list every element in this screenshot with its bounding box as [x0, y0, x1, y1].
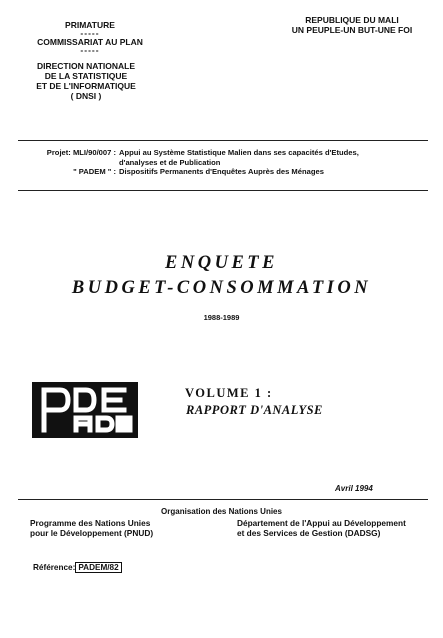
- separator: -----: [80, 28, 100, 38]
- header-left: [20, 20, 160, 54]
- separator: -----: [80, 45, 100, 55]
- project-code: Projet: MLI/90/007 :: [46, 148, 116, 157]
- dadsg-line: Département de l'Appui au Développement: [237, 518, 406, 528]
- dadsg-block: [237, 518, 406, 538]
- padem-logo-icon: [32, 382, 138, 438]
- direction-line: ET DE L'INFORMATIQUE: [36, 81, 136, 91]
- primature-label: PRIMATURE: [65, 20, 115, 30]
- direction-line: DIRECTION NATIONALE: [36, 61, 136, 71]
- direction-line: ( DNSI ): [70, 91, 102, 101]
- organisation-name: Organisation des Nations Unies: [161, 507, 282, 516]
- direction-line: DE LA STATISTIQUE: [44, 71, 128, 81]
- header-right: [268, 15, 436, 35]
- padem-label: " PADEM " :: [73, 167, 116, 176]
- project-block: [22, 148, 432, 177]
- country-name: REPUBLIQUE DU MALI: [305, 15, 399, 25]
- project-description: d'analyses et de Publication: [119, 157, 221, 167]
- divider: [18, 140, 428, 141]
- report-subtitle: RAPPORT D'ANALYSE: [186, 403, 323, 417]
- divider: [18, 499, 428, 500]
- padem-logo: [32, 382, 138, 438]
- commissariat-label: COMMISSARIAT AU PLAN: [37, 37, 143, 47]
- pnud-line: Programme des Nations Unies: [30, 518, 151, 528]
- project-description: Appui au Système Statistique Malien dans ses capacités d'Etudes,: [119, 148, 359, 157]
- volume-label: VOLUME 1 :: [185, 386, 273, 400]
- pnud-block: [30, 518, 153, 538]
- survey-years: 1988-1989: [203, 313, 240, 322]
- direction-block: [22, 61, 150, 101]
- reference-value: PADEM/82: [75, 562, 121, 573]
- padem-description: Dispositifs Permanents d'Enquêtes Auprès des Ménages: [119, 167, 324, 176]
- divider: [18, 190, 428, 191]
- dadsg-line: et des Services de Gestion (DADSG): [237, 528, 381, 538]
- national-motto: UN PEUPLE-UN BUT-UNE FOI: [291, 25, 413, 35]
- reference: [33, 563, 122, 572]
- pnud-line: pour le Développement (PNUD): [30, 528, 154, 538]
- publication-date: Avril 1994: [335, 484, 373, 493]
- reference-label: Référence:: [33, 563, 76, 572]
- main-title: ENQUETE: [165, 253, 278, 273]
- main-title-2: BUDGET-CONSOMMATION: [71, 278, 372, 298]
